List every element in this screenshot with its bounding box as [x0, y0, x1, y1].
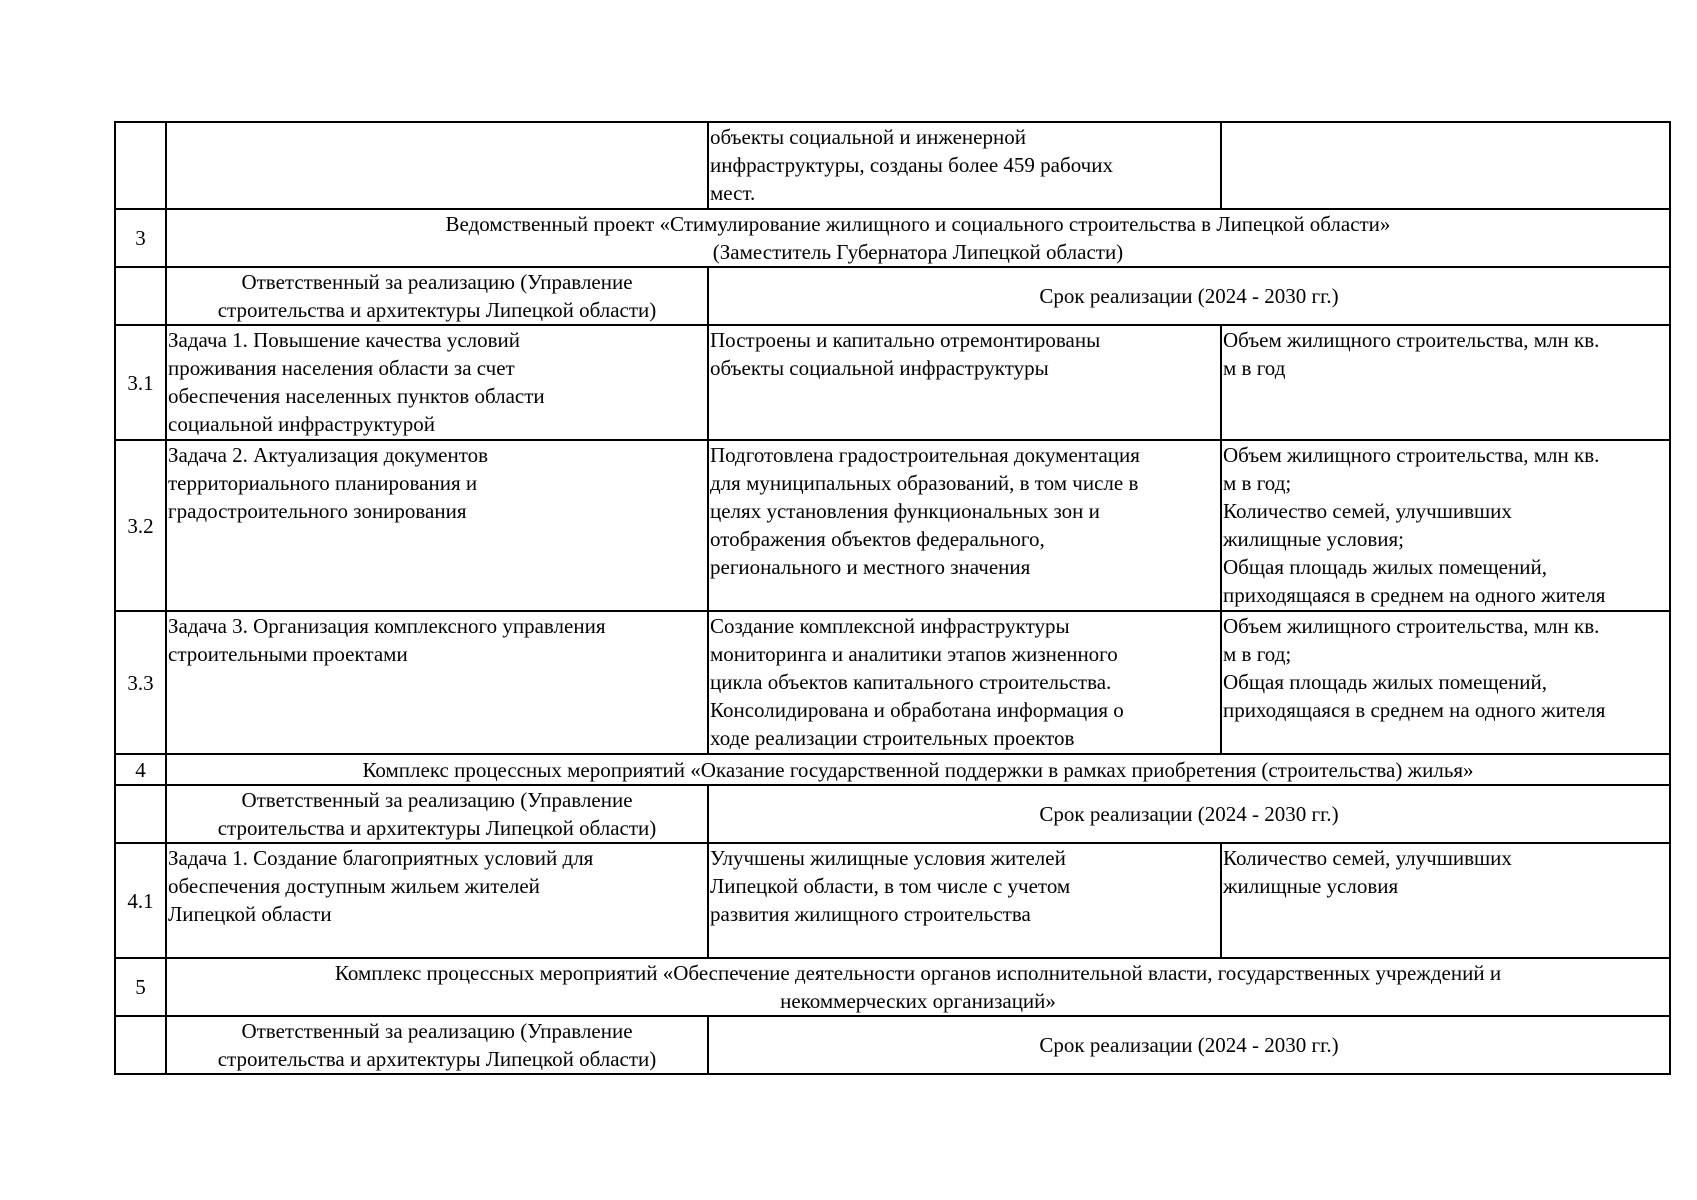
row-number: 3.1 [115, 325, 166, 440]
row-number: 4 [115, 754, 166, 785]
responsible-row [115, 267, 1670, 325]
table-row [115, 440, 1670, 611]
section-row [115, 754, 1670, 785]
result-cell: объекты социальной и инженерной инфраструктуры, созданы более 459 рабочих мест. [708, 122, 1221, 209]
result-cell: Улучшены жилищные условия жителей Липецкой области, в том числе с учетом развития жилищного строительства [708, 843, 1221, 958]
responsible-row [115, 1016, 1670, 1074]
row-number: 3.2 [115, 440, 166, 611]
task-cell: Задача 3. Организация комплексного управления строительными проектами [166, 611, 708, 754]
responsible-cell: Ответственный за реализацию (Управление строительства и архитектуры Липецкой области) [166, 267, 708, 325]
table-row [115, 843, 1670, 958]
task-cell: Задача 2. Актуализация документов территориального планирования и градостроительного зонирования [166, 440, 708, 611]
section-title: Комплекс процессных мероприятий «Оказание государственной поддержки в рамках приобретения (строительства) жилья» [166, 754, 1670, 785]
responsible-row [115, 785, 1670, 843]
row-number: 3 [115, 209, 166, 267]
indicator-cell: Количество семей, улучшивших жилищные условия [1221, 843, 1670, 958]
section-title: Ведомственный проект «Стимулирование жилищного и социального строительства в Липецкой области» (Заместитель Губернатора Липецкой области) [166, 209, 1670, 267]
indicator-cell: Объем жилищного строительства, млн кв. м в год; Количество семей, улучшивших жилищные условия; Общая площадь жилых помещений, приходящаяся в среднем на одного жителя [1221, 440, 1670, 611]
row-number [115, 122, 166, 209]
result-cell: Создание комплексной инфраструктуры мониторинга и аналитики этапов жизненного цикла объектов капитального строительства. Консолидирована и обработана информация о ходе реализации строительных проектов [708, 611, 1221, 754]
section-row [115, 958, 1670, 1016]
table-row [115, 122, 1670, 209]
indicator-cell [1221, 122, 1670, 209]
program-table [114, 121, 1671, 1075]
period-cell: Срок реализации (2024 - 2030 гг.) [708, 785, 1670, 843]
task-cell [166, 122, 708, 209]
row-number [115, 1016, 166, 1074]
result-cell: Подготовлена градостроительная документация для муниципальных образований, в том числе в целях установления функциональных зон и отображения объектов федерального, регионального и местного значения [708, 440, 1221, 611]
table-row [115, 611, 1670, 754]
task-cell: Задача 1. Повышение качества условий проживания населения области за счет обеспечения населенных пунктов области социальной инфраструктурой [166, 325, 708, 440]
row-number [115, 785, 166, 843]
section-row [115, 209, 1670, 267]
row-number: 4.1 [115, 843, 166, 958]
period-cell: Срок реализации (2024 - 2030 гг.) [708, 267, 1670, 325]
row-number: 5 [115, 958, 166, 1016]
task-cell: Задача 1. Создание благоприятных условий для обеспечения доступным жильем жителей Липецкой области [166, 843, 708, 958]
table-row [115, 325, 1670, 440]
row-number [115, 267, 166, 325]
result-cell: Построены и капитально отремонтированы объекты социальной инфраструктуры [708, 325, 1221, 440]
period-cell: Срок реализации (2024 - 2030 гг.) [708, 1016, 1670, 1074]
responsible-cell: Ответственный за реализацию (Управление строительства и архитектуры Липецкой области) [166, 1016, 708, 1074]
section-title: Комплекс процессных мероприятий «Обеспечение деятельности органов исполнительной власти, государственных учреждений и некоммерческих организаций» [166, 958, 1670, 1016]
indicator-cell: Объем жилищного строительства, млн кв. м в год [1221, 325, 1670, 440]
responsible-cell: Ответственный за реализацию (Управление строительства и архитектуры Липецкой области) [166, 785, 708, 843]
row-number: 3.3 [115, 611, 166, 754]
indicator-cell: Объем жилищного строительства, млн кв. м в год; Общая площадь жилых помещений, приходящаяся в среднем на одного жителя [1221, 611, 1670, 754]
